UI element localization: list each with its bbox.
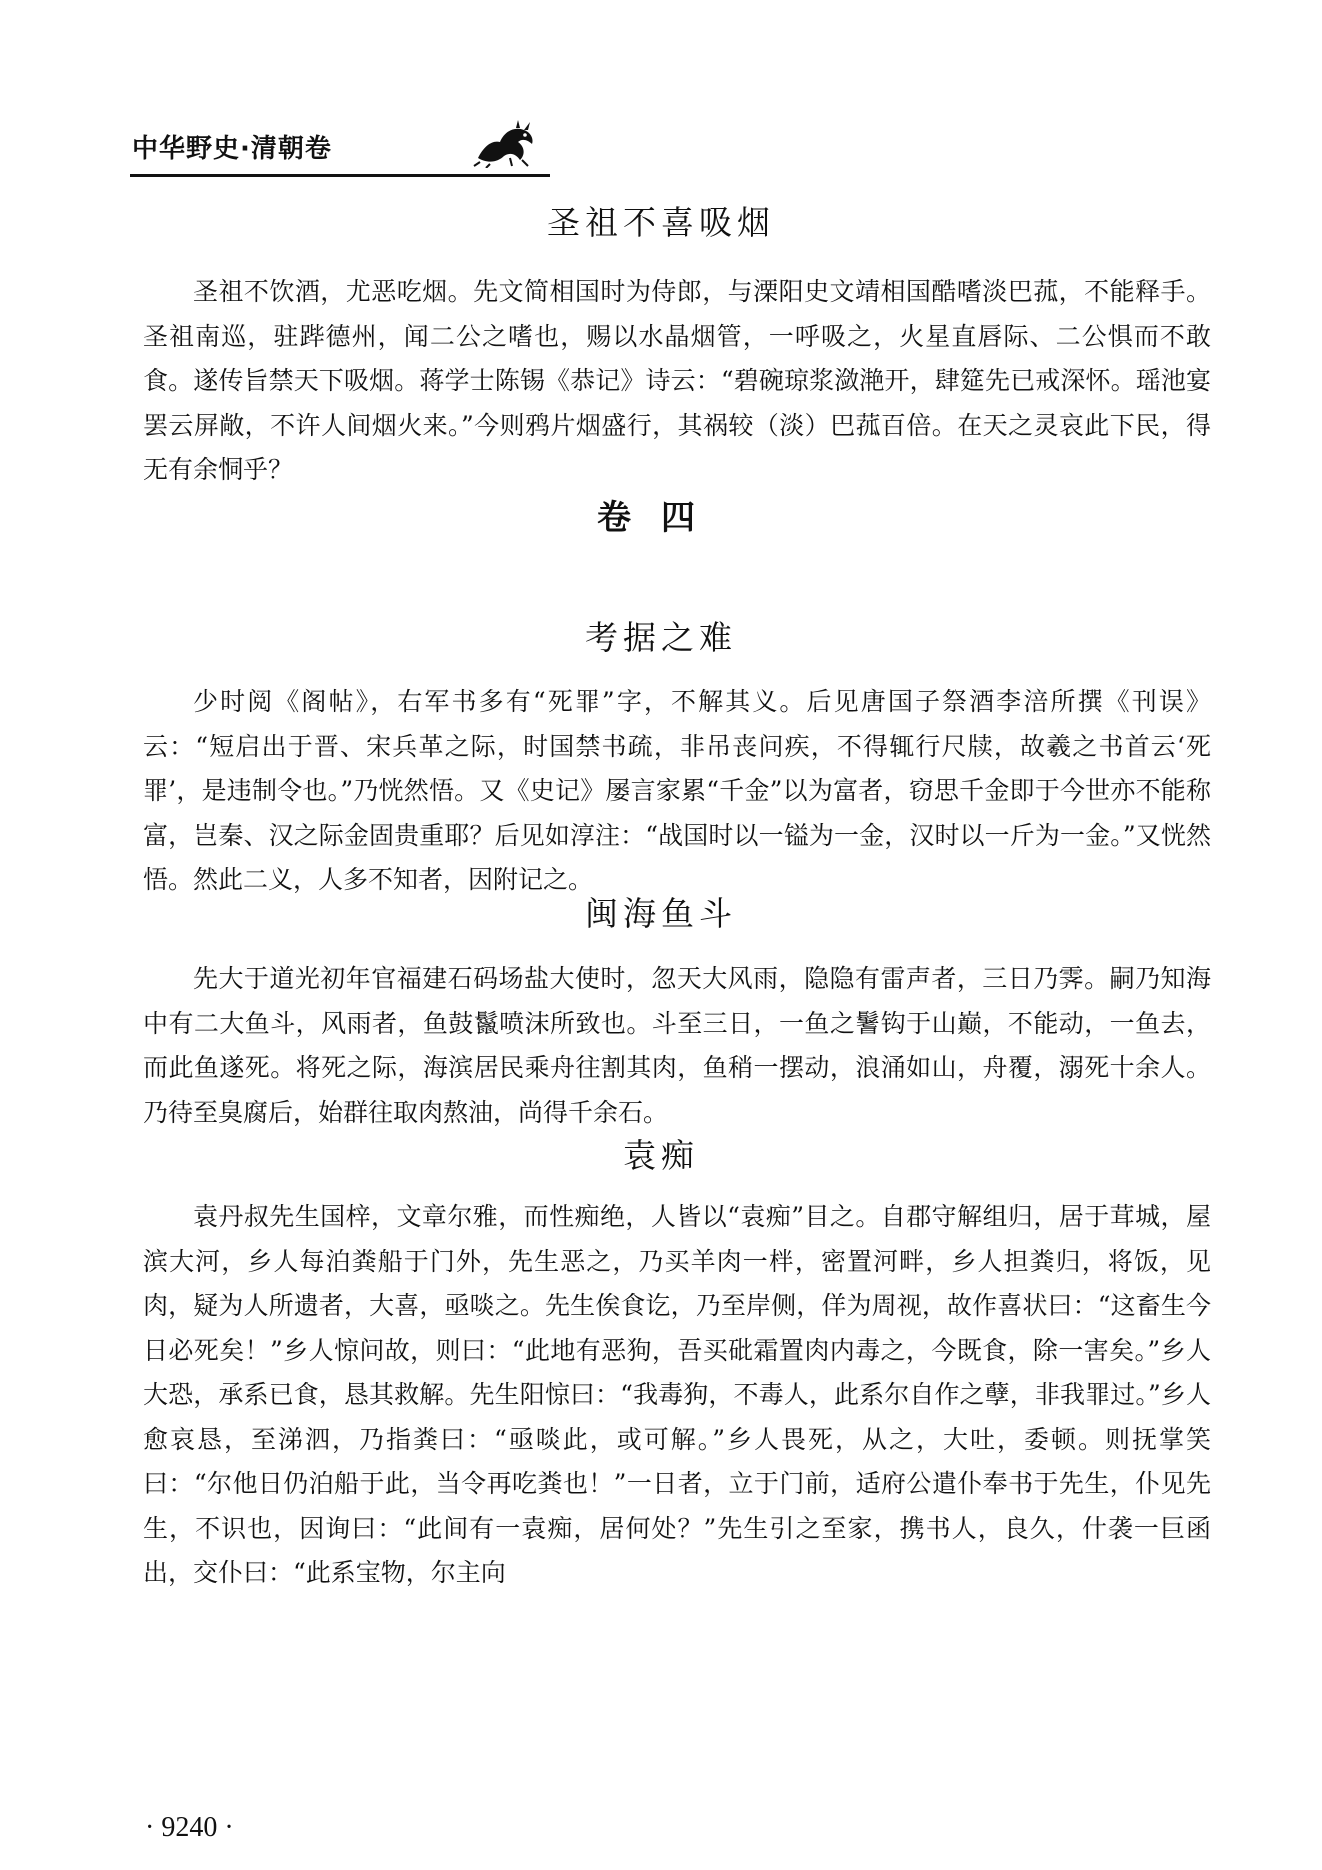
paragraph: 圣祖不饮酒，尤恶吃烟。先文简相国时为侍郎，与溧阳史文靖相国酷嗜淡巴菰，不能释手。圣祖南巡，驻跸德州，闻二公之嗜也，赐以水晶烟管，一呼吸之，火星直唇际、二公惧而不敢食。遂传旨禁天下吸烟。蒋学士陈锡《恭记》诗云：“碧碗琼浆潋滟开，肆筵先已戒深怀。瑶池宴罢云屏敞，不许人间烟火来。”今则鸦片烟盛行，其祸较（淡）巴菰百倍。在天之灵哀此下民，得无有余恫乎？	[143, 277, 1211, 484]
section-title: 考据之难	[585, 618, 737, 657]
paragraph: 袁丹叔先生国梓，文章尔雅，而性痴绝，人皆以“袁痴”目之。自郡守解组归，居于茸城，屋滨大河，乡人每泊粪船于门外，先生恶之，乃买羊肉一柈，密置河畔，乡人担粪归，将饭，见肉，疑为人所遗者，大喜，亟啖之。先生俟食讫，乃至岸侧，佯为周视，故作喜状曰：“这畜生今日必死矣！”乡人惊问故，则曰：“此地有恶狗，吾买砒霜置肉内毒之，今既食，除一害矣。”乡人大恐，承系已食，恳其救解。先生阳惊曰：“我毒狗，不毒人，此系尔自作之孽，非我罪过。”乡人愈哀恳，至涕泗，乃指粪曰：“亟啖此，或可解。”乡人畏死，从之，大吐，委顿。则抚掌笑曰：“尔他日仍泊船于此，当令再吃粪也！”一日者，立于门前，适府公遣仆奉书于先生，仆见先生，不识也，因询曰：“此间有一袁痴，居何处？”先生引之至家，携书人，良久，什袭一巨函出，交仆曰：“此系宝物，尔主向	[143, 1202, 1211, 1587]
section-title: 闽海鱼斗	[585, 894, 737, 933]
page-number: · 9240 ·	[145, 1812, 234, 1843]
volume-title: 卷四	[597, 498, 725, 538]
running-header-title: 中华野史·清朝卷	[132, 134, 332, 164]
dragon-emblem-icon	[470, 118, 540, 168]
paragraph: 少时阅《阁帖》，右军书多有“死罪”字，不解其义。后见唐国子祭酒李涪所撰《刊误》云：“短启出于晋、宋兵革之际，时国禁书疏，非吊丧问疾，不得辄行尺牍，故羲之书首云‘死罪’，是违制令也。”乃恍然悟。又《史记》屡言家累“千金”以为富者，窃思千金即于今世亦不能称富，岂秦、汉之际金固贵重耶？后见如淳注：“战国时以一镒为一金，汉时以一斤为一金。”又恍然悟。然此二义，人多不知者，因附记之。	[143, 687, 1211, 894]
running-header	[130, 118, 550, 178]
section-title: 袁痴	[623, 1136, 699, 1175]
paragraph: 先大于道光初年官福建石码场盐大使时，忽天大风雨，隐隐有雷声者，三日乃霁。嗣乃知海中有二大鱼斗，风雨者，鱼鼓鬣喷沫所致也。斗至三日，一鱼之鬐钩于山巅，不能动，一鱼去，而此鱼遂死。将死之际，海滨居民乘舟往割其肉，鱼稍一摆动，浪涌如山，舟覆，溺死十余人。乃待至臭腐后，始群往取肉熬油，尚得千余石。	[143, 964, 1211, 1127]
section-title: 圣祖不喜吸烟	[547, 203, 775, 242]
header-rule	[130, 174, 550, 177]
